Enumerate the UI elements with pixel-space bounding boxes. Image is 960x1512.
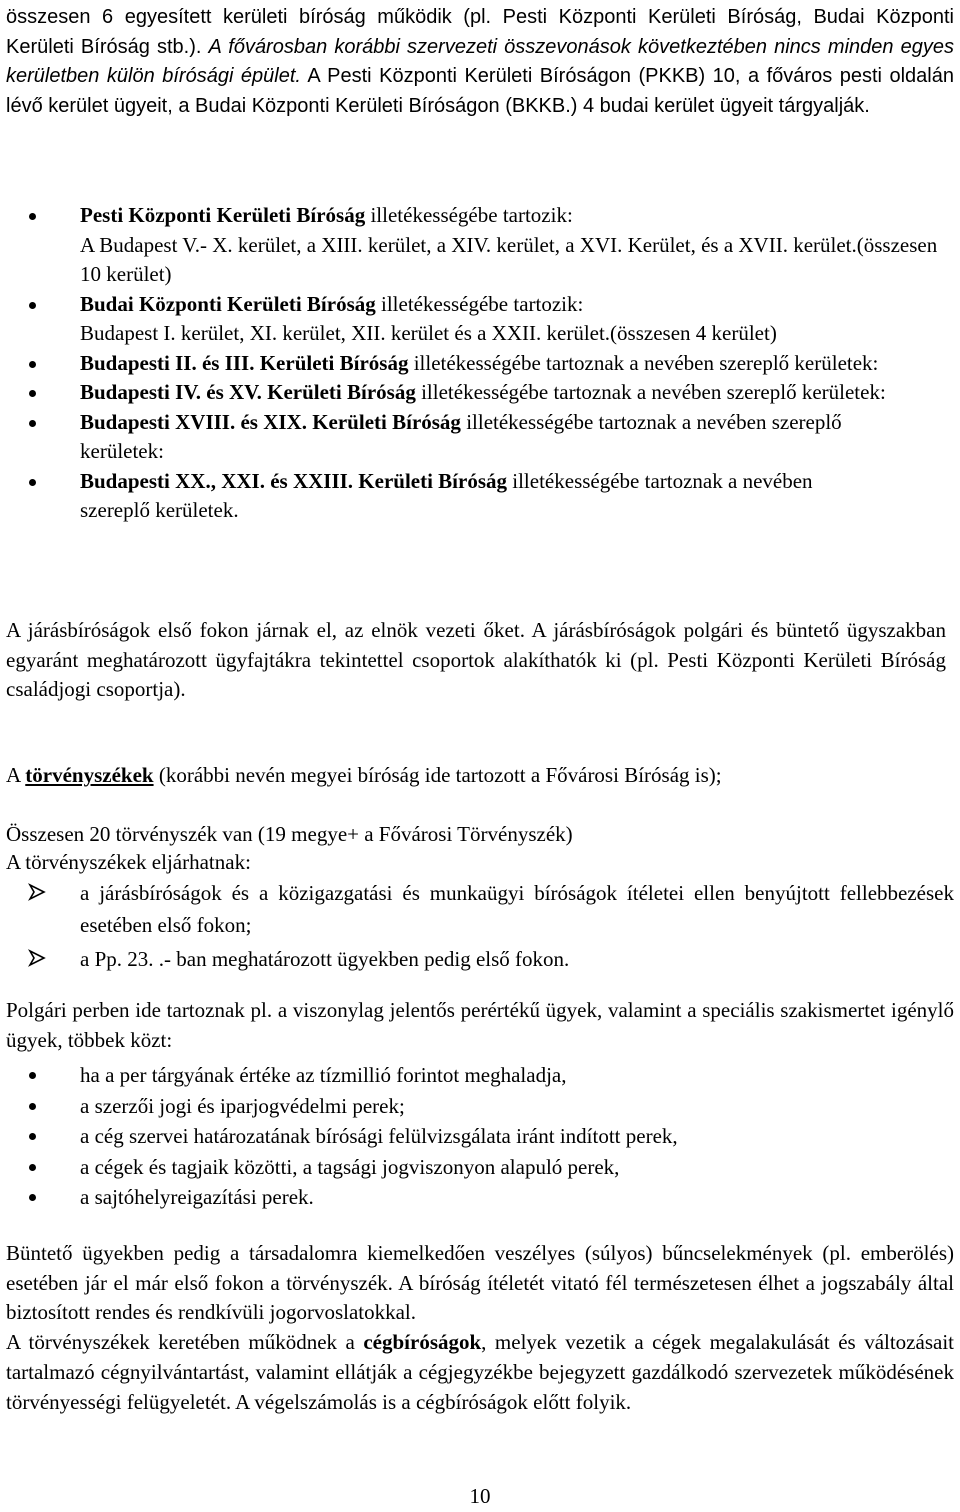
court-text: illetékességébe tartozik: <box>365 203 573 227</box>
torvenyszek-count: Összesen 20 törvényszék van (19 megye+ a Fővárosi Törvényszék) <box>6 822 573 846</box>
court-name: Budapesti II. és III. Kerületi Bíróság <box>80 350 409 375</box>
jarasbirosag-paragraph: A járásbíróságok első fokon járnak el, az elnök vezeti őket. A járásbíróságok polgári és büntető ügyszakban egyaránt meghatározott ügyfajtákra tekintettel csoportok alakíthatók ki (pl. Pesti Központi Kerületi Bíróság családjogi csoportja). <box>6 618 946 701</box>
court-text: illetékességébe tartozik: <box>375 291 584 316</box>
polgari-paragraph: Polgári perben ide tartoznak pl. a viszonylag jelentős perértékű ügyek, valamint a speciális szakismertet igénylő ügyek, többek közt: <box>6 998 954 1052</box>
list-item <box>6 943 954 975</box>
court-text: illetékességébe tartoznak a nevében szereplő kerületek: <box>408 350 879 375</box>
intro-italic: A fővárosban korábbi szervezeti összevonások következtében nincs minden egyes kerületben külön bírósági épület. <box>6 35 954 87</box>
cegbirosag-paragraph <box>6 1327 954 1417</box>
court-text: illetékességébe tartoznak a nevében szereplő kerületek: <box>415 380 886 404</box>
list-item: a cég szervei határozatának bírósági felülvizsgálata iránt indított perek, <box>6 1121 954 1152</box>
list-item: a szerzői jogi és iparjogvédelmi perek; <box>6 1091 954 1122</box>
list-item: ha a per tárgyának értéke az tízmillió forintot meghaladja, <box>6 1060 954 1091</box>
court-item <box>6 290 954 349</box>
intro-line: összesen 6 egyesített kerületi bíróság működik (pl. Pesti Központi Kerületi Bíróság, Budai Központi Kerületi Bíróság stb.). <box>6 6 954 58</box>
court-item <box>6 408 954 467</box>
court-item <box>6 349 954 379</box>
court-text: illetékességébe tartoznak a nevében szereplő kerületek. <box>80 468 813 522</box>
court-item <box>6 378 954 408</box>
court-detail: Budapest I. kerület, XI. kerület, XII. kerület és a XXII. kerület.(összesen 4 kerület) <box>80 321 777 345</box>
torvenyszek-list <box>6 877 954 975</box>
list-item-text: a járásbíróságok és a közigazgatási és munkaügyi bíróságok ítéletei ellen benyújtott fellebbezések esetében első fokon; <box>80 881 954 937</box>
list-item-text: a Pp. 23. .- ban meghatározott ügyekben pedig első fokon. <box>80 947 570 971</box>
court-name: Budapesti IV. és XV. Kerületi Bíróság <box>80 380 416 404</box>
heading-rest: (korábbi nevén megyei bíróság ide tartozott a Fővárosi Bíróság is); <box>153 763 722 787</box>
list-item <box>6 877 954 941</box>
list-item: a cégek és tagjaik közötti, a tagsági jogviszonyon alapuló perek, <box>6 1152 954 1183</box>
court-list <box>6 201 954 526</box>
ceg-bold: cégbíróságok <box>363 1330 482 1354</box>
buntet-paragraph: Büntető ügyekben pedig a társadalomra kiemelkedően veszélyes (súlyos) bűncselekmények (pl. emberölés) esetében jár el már első fokon a törvényszék. A bíróság ítéletét vitató fél természetesen élhet a jogszabály által biztosított rendes és rendkívüli jogorvoslatokkal. <box>6 1241 954 1324</box>
arrow-bullet-icon <box>28 949 46 967</box>
intro-rest: A Pesti Központi Kerületi Bíróságon (PKKB) 10, a főváros pesti oldalán lévő kerület ügyeit, a Budai Központi Kerületi Bíróságon (BKKB.) 4 budai kerület ügyeit tárgyalják. <box>6 65 954 117</box>
court-name: Budai Központi Kerületi Bíróság <box>80 291 376 316</box>
arrow-bullet-icon <box>28 883 46 901</box>
heading-bold: törvényszékek <box>25 763 154 787</box>
intro-paragraph <box>6 3 954 121</box>
ceg-pre: A törvényszékek keretében működnek a <box>6 1330 364 1354</box>
court-name: Pesti Központi Kerületi Bíróság <box>80 203 366 227</box>
court-item <box>6 201 954 290</box>
page-number: 10 <box>469 1484 491 1508</box>
court-detail: A Budapest V.- X. kerület, a XIII. kerület, a XIV. kerület, a XVI. Kerület, és a XVII. kerület.(összesen 10 kerület) <box>80 232 938 286</box>
torvenyszek-heading <box>6 761 954 791</box>
torvenyszek-can: A törvényszékek eljárhatnak: <box>6 850 251 874</box>
ceg-rest: , melyek vezetik a cégek megalakulását és változásait tartalmazó cégnyilvántartást, valamint ellátják a cégjegyzékbe bejegyzett gazdálkodó szervezetek működésének törvényességi felügyeletét. A végelszámolás is a cégbíróságok előtt folyik. <box>6 1330 954 1414</box>
court-text: illetékességébe tartoznak a nevében szereplő kerületek: <box>80 409 842 463</box>
polgari-list <box>6 1060 954 1213</box>
heading-pre: A <box>6 763 26 787</box>
court-name: Budapesti XX., XXI. és XXIII. Kerületi Bíróság <box>80 468 508 493</box>
court-name: Budapesti XVIII. és XIX. Kerületi Bíróság <box>80 409 461 434</box>
court-item <box>6 467 954 526</box>
list-item: a sajtóhelyreigazítási perek. <box>6 1182 954 1213</box>
